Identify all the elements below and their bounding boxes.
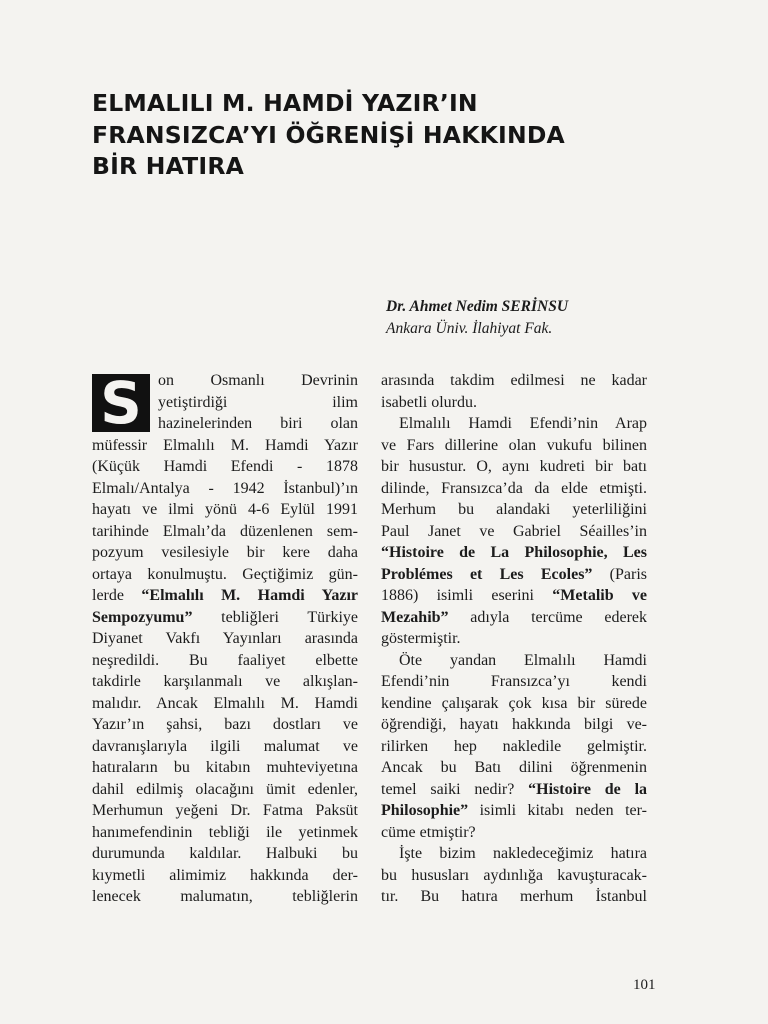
- title-line-2: FRANSIZCA’YI ÖĞRENİŞİ HAKKINDA: [92, 120, 565, 149]
- text-line: [381, 456, 647, 478]
- text-segment: Öte yandan Elmalılı Hamdi: [399, 651, 647, 669]
- text-line: [158, 370, 358, 392]
- text-line: [381, 779, 647, 801]
- text-line: [92, 456, 358, 478]
- text-line: [381, 736, 647, 758]
- text-line: [92, 585, 358, 607]
- text-line: [381, 714, 647, 736]
- text-line: [381, 628, 647, 650]
- text-line: [92, 564, 358, 586]
- text-line: [92, 499, 358, 521]
- bold-text-segment: Sempozyumu”: [92, 608, 193, 626]
- text-line: [92, 800, 358, 822]
- page-number: 101: [633, 977, 656, 993]
- text-line: [92, 435, 358, 457]
- text-line: [381, 564, 647, 586]
- text-segment: hayatı ve ilmi yönü 4-6 Eylül 1991: [92, 501, 358, 518]
- bold-text-segment: Mezahib”: [381, 608, 449, 626]
- text-segment: Elmalı/Antalya - 1942 İstanbul)’ın: [92, 479, 358, 497]
- text-line: [381, 542, 647, 564]
- text-line: [381, 413, 647, 435]
- text-line: [92, 650, 358, 672]
- text-segment: Efendi’nin Fransızca’yı kendi: [381, 673, 647, 690]
- bold-text-segment: Philosophie”: [381, 802, 469, 819]
- text-segment: göstermiştir.: [381, 630, 461, 647]
- text-line: [381, 435, 647, 457]
- text-line: [381, 650, 647, 672]
- text-segment: hanımefendinin tebliği ile yetinmek: [92, 823, 358, 841]
- text-segment: bir husustur. O, aynı kudreti bir batı: [381, 458, 647, 475]
- text-segment: neşredildi. Bu faaliyet elbette: [92, 651, 358, 669]
- text-segment: ve Fars dillerine olan vukufu bilinen: [381, 436, 647, 454]
- text-segment: Merhum bu alandaki yeterliliğini: [381, 501, 647, 518]
- text-line: [381, 671, 647, 693]
- text-segment: adıyla tercüme ederek: [448, 608, 647, 626]
- text-segment: lenecek malumatın, tebliğlerin: [92, 888, 358, 905]
- text-line: [92, 693, 358, 715]
- text-segment: Elmalılı Hamdi Efendi’nin Arap: [399, 415, 647, 432]
- text-segment: kendine çalışarak çok kısa bir sürede: [381, 694, 647, 712]
- text-line: [92, 822, 358, 844]
- text-segment: isimli kitabı neden ter-: [468, 802, 647, 819]
- author-name: Dr. Ahmet Nedim SERİNSU: [386, 298, 569, 315]
- right-column: [381, 370, 647, 908]
- text-line: [381, 757, 647, 779]
- text-line: [381, 585, 647, 607]
- text-line: [92, 779, 358, 801]
- text-line: [381, 822, 647, 844]
- text-segment: hazinelerinden biri olan: [158, 415, 358, 432]
- text-segment: tebliğleri Türkiye: [192, 608, 358, 626]
- bold-text-segment: “Elmalılı M. Hamdi Yazır: [141, 587, 359, 604]
- text-line: [381, 693, 647, 715]
- bold-text-segment: Problémes et Les Ecoles”: [381, 565, 593, 583]
- text-segment: öğrendiği, hayatı hakkında bilgi ve-: [381, 716, 647, 733]
- text-segment: (Paris: [592, 565, 647, 583]
- text-segment: tarihinde Elmalı’da düzenlenen sem-: [92, 522, 358, 540]
- text-line: [92, 865, 358, 887]
- text-segment: Yazır’ın şahsi, bazı dostları ve: [92, 716, 358, 733]
- left-column: [92, 370, 358, 908]
- text-segment: İşte bizim nakledeceğimiz hatıra: [399, 845, 647, 862]
- text-segment: malıdır. Ancak Elmalılı M. Hamdi: [92, 694, 358, 712]
- text-segment: ortaya konulmuştu. Geçtiğimiz gün-: [92, 565, 358, 583]
- text-segment: kıymetli alimimiz hakkında der-: [92, 866, 358, 884]
- text-segment: tır. Bu hatıra merhum İstanbul: [381, 888, 647, 905]
- text-line: [381, 370, 647, 392]
- text-segment: Paul Janet ve Gabriel Séailles’in: [381, 522, 647, 540]
- text-line: [92, 843, 358, 865]
- text-segment: müfessir Elmalılı M. Hamdi Yazır: [92, 436, 358, 454]
- text-line: [92, 886, 358, 908]
- text-segment: durumunda kaldılar. Halbuki bu: [92, 845, 358, 862]
- bold-text-segment: “Histoire de La Philosophie, Les: [381, 544, 647, 561]
- text-segment: dahil edilmiş olacağını ümit edenler,: [92, 780, 358, 798]
- text-line: [381, 499, 647, 521]
- text-segment: (Küçük Hamdi Efendi - 1878: [92, 458, 358, 475]
- bold-text-segment: “Histoire de la: [528, 780, 648, 798]
- text-segment: Diyanet Vakfı Yayınları arasında: [92, 630, 358, 647]
- text-line: [381, 843, 647, 865]
- text-segment: Merhumun yeğeni Dr. Fatma Paksüt: [92, 802, 358, 819]
- bold-text-segment: “Metalib ve: [552, 587, 648, 604]
- text-line: [92, 714, 358, 736]
- text-segment: takdirle karşılanmalı ve alkışlan-: [92, 673, 358, 690]
- text-segment: dilinde, Fransızca’da da elde etmişti.: [381, 479, 647, 497]
- text-line: [381, 800, 647, 822]
- text-segment: isabetli olurdu.: [381, 393, 477, 411]
- text-segment: temel saiki nedir?: [381, 780, 529, 798]
- text-segment: davranışlarıyla ilgili malumat ve: [92, 737, 358, 755]
- text-line: [92, 521, 358, 543]
- text-line: [92, 671, 358, 693]
- text-line: [381, 607, 647, 629]
- text-segment: on Osmanlı Devrinin: [158, 372, 358, 389]
- text-segment: cüme etmiştir?: [381, 823, 476, 841]
- text-segment: 1886) isimli eserini: [381, 587, 553, 604]
- text-segment: lerde: [92, 587, 142, 604]
- text-segment: bu hususları aydınlığa kavuşturacak-: [381, 866, 647, 884]
- text-line: [92, 542, 358, 564]
- text-line: [92, 478, 358, 500]
- author-block: [386, 296, 568, 340]
- author-affiliation: Ankara Üniv. İlahiyat Fak.: [386, 320, 553, 337]
- text-line: [92, 607, 358, 629]
- text-line: [381, 392, 647, 414]
- text-segment: arasında takdim edilmesi ne kadar: [381, 372, 647, 389]
- text-line: [381, 478, 647, 500]
- drop-cap: S: [92, 374, 150, 432]
- text-segment: rilirken hep nakledile gelmiştir.: [381, 737, 647, 755]
- title-line-3: BİR HATIRA: [92, 152, 245, 180]
- text-line: [381, 521, 647, 543]
- text-line: [381, 886, 647, 908]
- text-segment: yetiştirdiği ilim: [158, 393, 358, 411]
- text-line: [158, 392, 358, 414]
- text-line: [92, 736, 358, 758]
- text-line: [158, 413, 358, 435]
- title-line-1: ELMALILI M. HAMDİ YAZIR’IN: [92, 89, 478, 117]
- text-segment: hatıraların bu kitabın muhteviyetına: [92, 759, 358, 776]
- text-line: [92, 628, 358, 650]
- article-title: [92, 88, 652, 183]
- text-line: [92, 757, 358, 779]
- text-line: [381, 865, 647, 887]
- text-segment: pozyum vesilesiyle bir kere daha: [92, 544, 358, 561]
- text-segment: Ancak bu Batı dilini öğrenmenin: [381, 759, 647, 776]
